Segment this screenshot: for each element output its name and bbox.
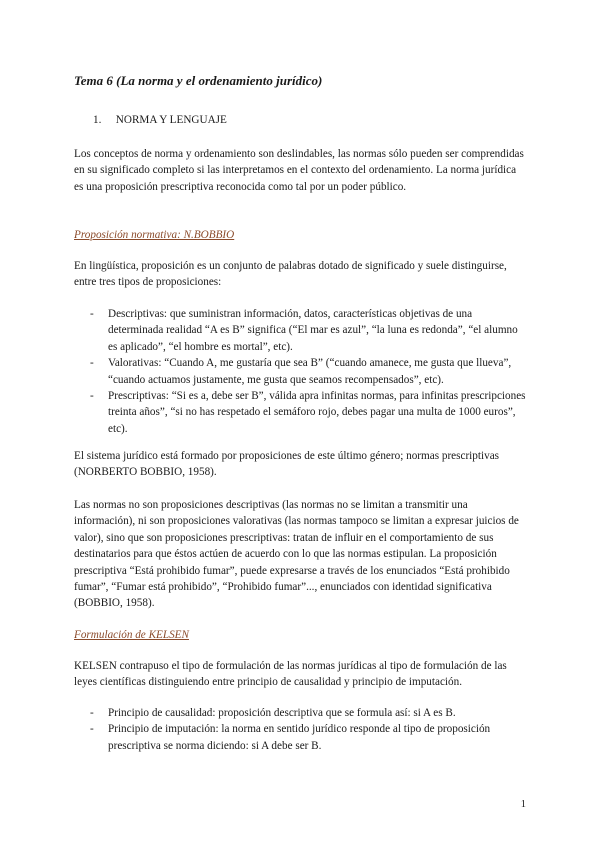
section-number: 1. (93, 114, 102, 126)
list-item: - Valorativas: “Cuando A, me gustaría que sea B” (“cuando amanece, me gusta que llueva”, “cuando actuamos justamente, me gusta que seamos recompensados”, etc). (74, 355, 526, 388)
list-item: - Descriptivas: que suministran información, datos, características objetivas de una determinada realidad “A es B” significa (“El mar es azul”, “la luna es redonda”, “el alumno es aplicado”, “el hombre es mortal”, etc). (74, 306, 526, 355)
subheading-kelsen: Formulación de KELSEN (74, 629, 189, 641)
kelsen-paragraph: KELSEN contrapuso el tipo de formulación de las normas jurídicas al tipo de formulación de las leyes científicas distinguiendo entre principio de causalidad y principio de imputación. (74, 660, 507, 689)
norms-paragraph: Las normas no son proposiciones descriptivas (las normas no se limitan a transmitir una información), ni son proposiciones valorativas (las normas tampoco se limitan a expresar juicios de valor), sino que son proposiciones prescriptivas: tratan de influir en el comportamiento de sus destinatarios para que éstos actúen de acuerdo con lo que las normas estipulan. La proposición prescriptiva “Está prohibido fumar”, puede expresarse a través de los enunciados “Está prohibido fumar”, “Fumar está prohibido”, “Prohibido fumar”..., enunciados con identidad significativa (BOBBIO, 1958). (74, 499, 519, 610)
list-item: - Principio de causalidad: proposición descriptiva que se formula así: si A es B. (74, 705, 526, 721)
document-title: Tema 6 (La norma y el ordenamiento jurídico) (74, 73, 323, 88)
subheading-bobbio: Proposición normativa: N.BOBBIO (74, 229, 235, 241)
page-number: 1 (520, 799, 526, 810)
proposition-types-list (74, 306, 526, 437)
section-heading (93, 112, 227, 128)
section-label: NORMA Y LENGUAJE (115, 114, 227, 126)
principles-list (74, 705, 526, 754)
intro-paragraph: Los conceptos de norma y ordenamiento son deslindables, las normas sólo pueden ser comprendidas en su significado completo si las interpretamos en el contexto del ordenamiento. La norma jurídica es una proposición prescriptiva reconocida como tal por un poder público. (74, 148, 524, 193)
system-paragraph: El sistema jurídico está formado por proposiciones de este último género; normas prescriptivas (NORBERTO BOBBIO, 1958). (74, 450, 500, 479)
list-item: - Principio de imputación: la norma en sentido jurídico responde al tipo de proposición prescriptiva se norma diciendo: si A debe ser B. (74, 721, 526, 754)
list-item: - Prescriptivas: “Si es a, debe ser B”, válida apra infinitas normas, para infinitas prescripciones treinta años”, “si no has respetado el semáforo rojo, debes pagar una multa de 1000 euros”, etc). (74, 388, 526, 437)
linguistics-paragraph: En lingüística, proposición es un conjunto de palabras dotado de significado y suele distinguirse, entre tres tipos de proposiciones: (74, 260, 507, 289)
